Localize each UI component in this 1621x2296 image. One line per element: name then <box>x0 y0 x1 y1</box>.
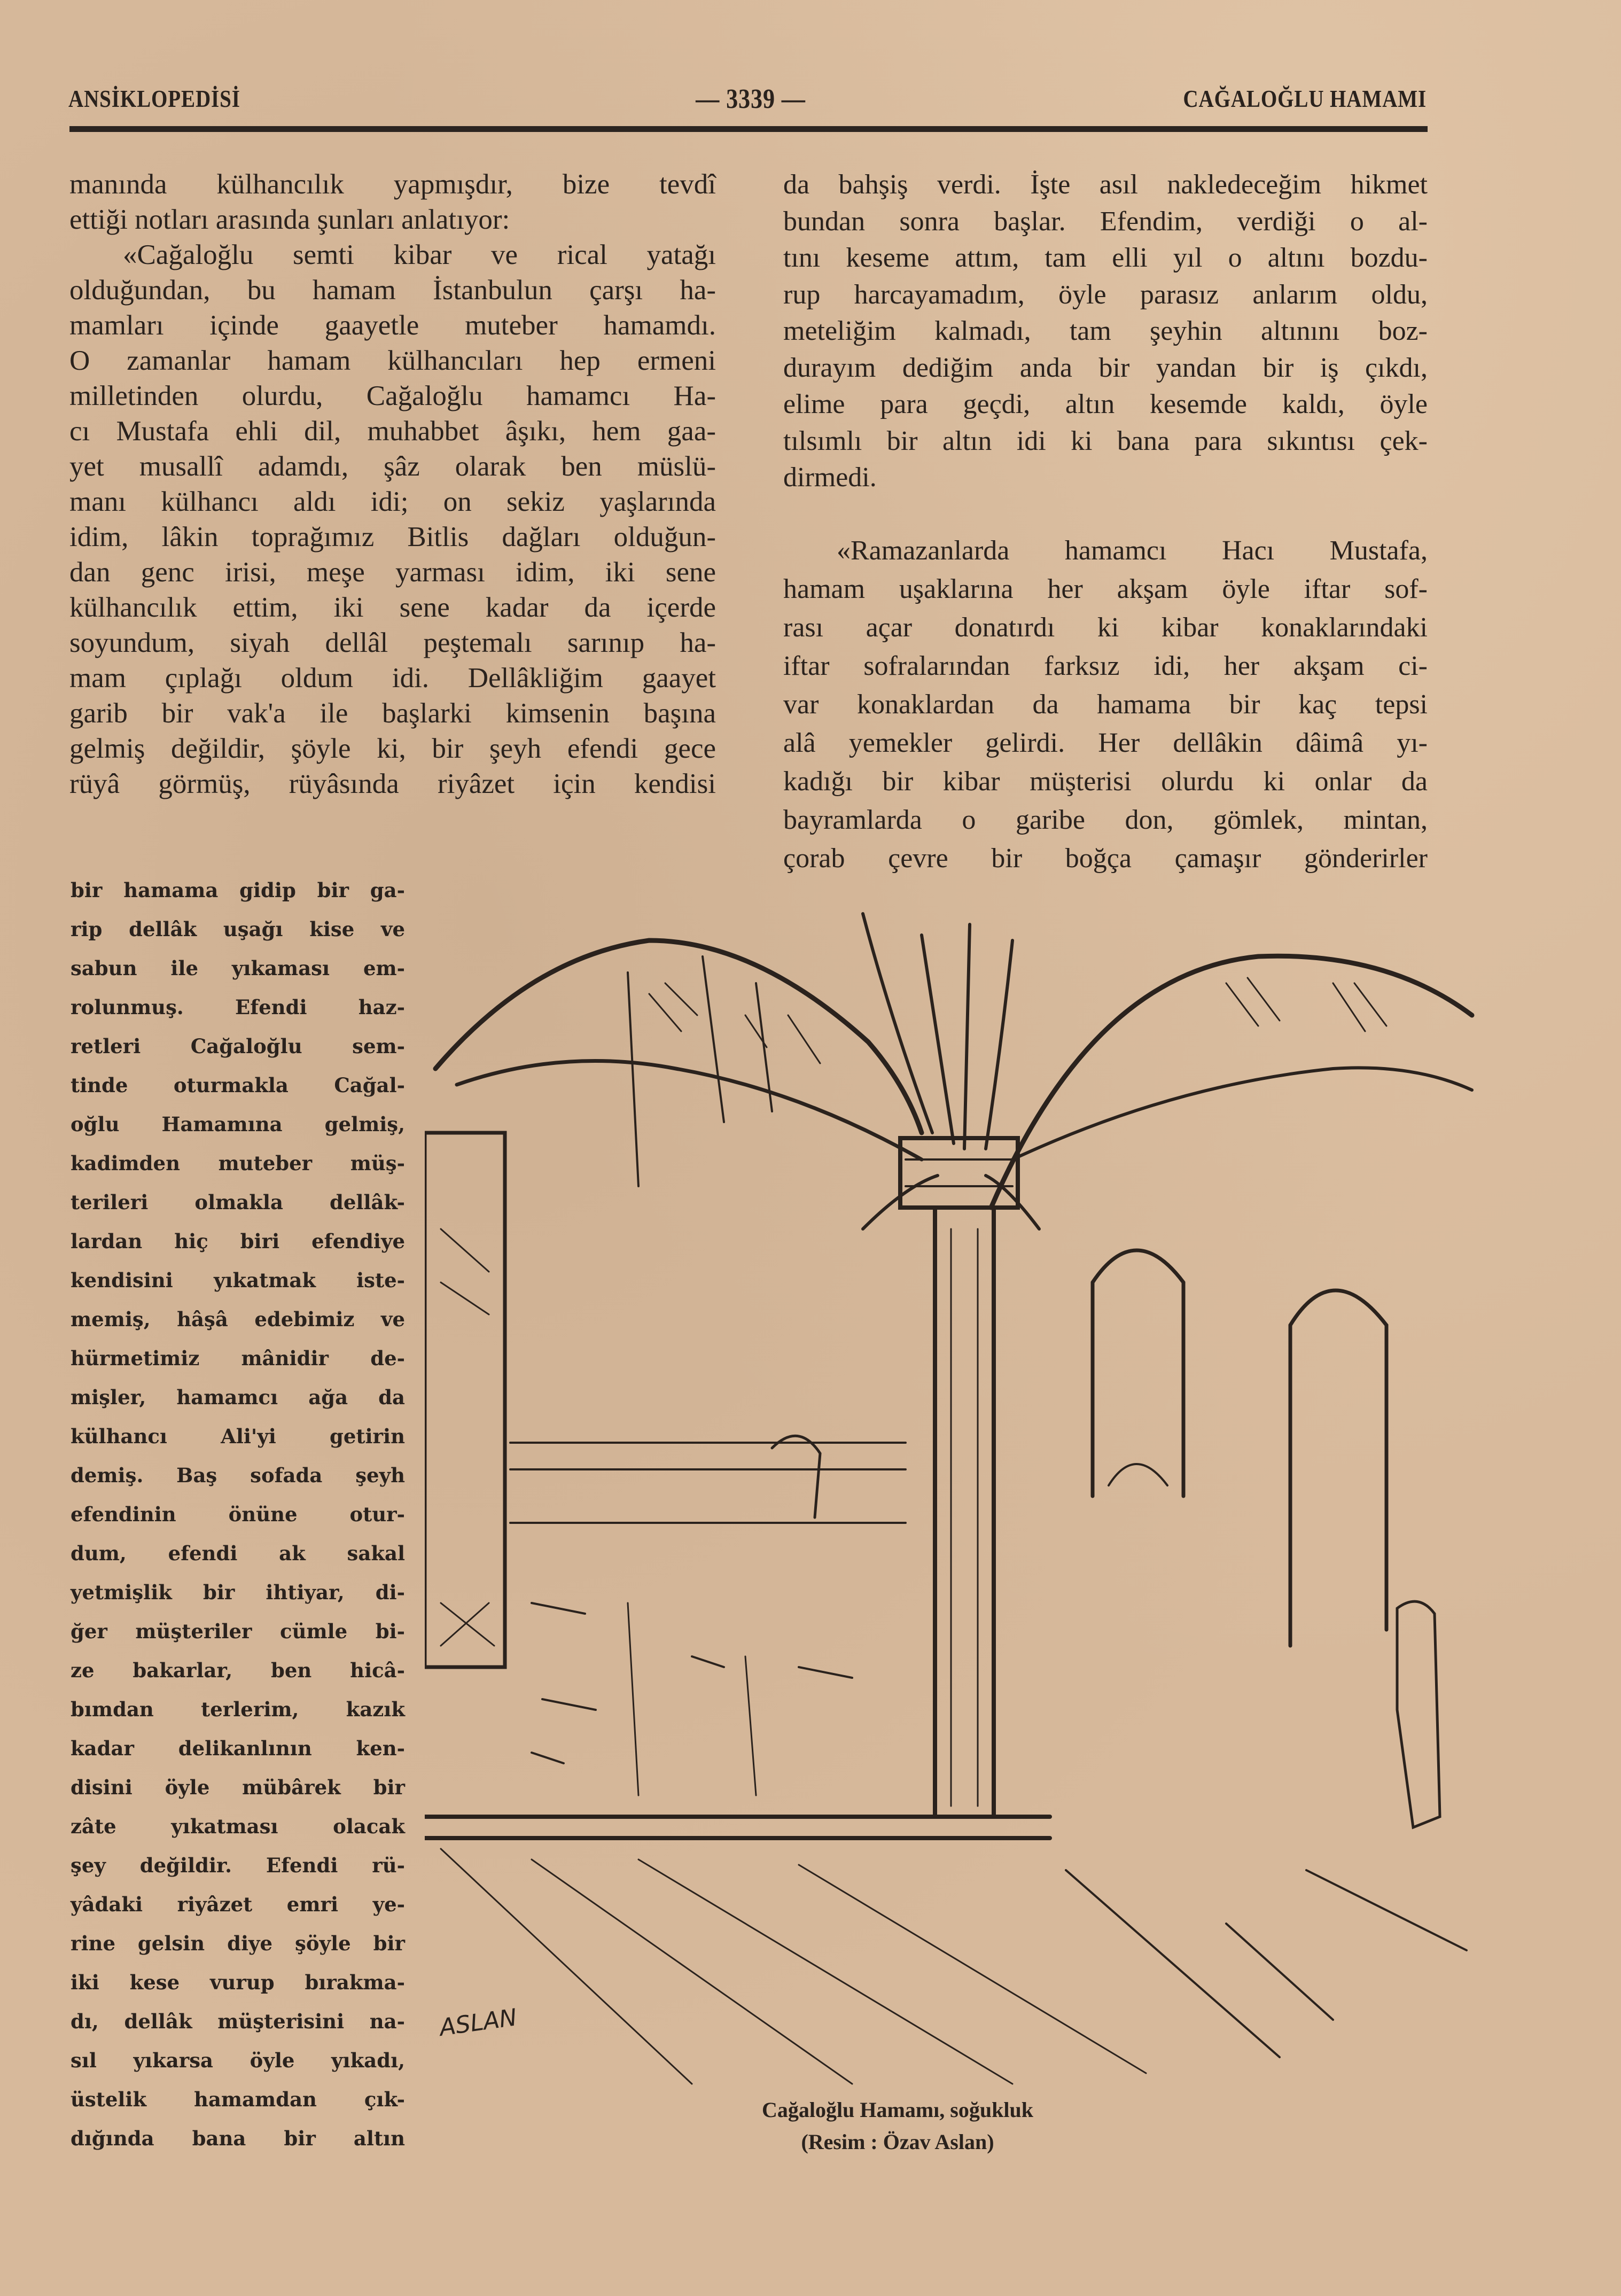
text-line: demiş. Baş sofada şeyh <box>71 1464 405 1487</box>
text-line: var konaklardan da hamama bir kaç tepsi <box>783 689 1428 720</box>
text-line: cı Mustafa ehli dil, muhabbet âşıkı, hem gaa- <box>69 416 716 447</box>
text-line: rine gelsin diye şöyle bir <box>71 1932 405 1955</box>
text-line: rası açar donatırdı ki kibar konaklarındaki <box>783 612 1428 643</box>
right-column-paragraph-2 <box>783 532 1428 878</box>
text-line: durayım dediğim anda bir yandan bir iş çıkdı, <box>783 352 1428 383</box>
arch <box>1093 1250 1183 1496</box>
text-line: manı külhancı aldı idi; on sekiz yaşlarında <box>69 486 716 517</box>
left-pillar <box>425 1133 505 1667</box>
text-line: idim, lâkin toprağımız Bitlis dağları olduğun- <box>69 522 716 552</box>
platform <box>425 1817 1050 1838</box>
text-line: efendinin önüne otur- <box>71 1503 405 1526</box>
text-line: külhancı Ali'yi getirin <box>71 1425 405 1448</box>
text-line: ze bakarlar, ben hicâ- <box>71 1659 405 1682</box>
left-column-narrow-text <box>71 871 405 2158</box>
left-dome <box>435 940 922 1133</box>
artist-signature: ASLAN <box>438 2004 519 2042</box>
running-header-left: ANSİKLOPEDİSİ <box>68 85 240 112</box>
text-line: tılsımlı bir altın idi ki bana para sıkıntısı çek- <box>783 425 1428 456</box>
text-line: iki kese vurup bırakma- <box>71 1971 405 1994</box>
text-line: disini öyle mübârek bir <box>71 1776 405 1799</box>
figure-caption: Cağaloğlu Hamamı, soğukluk <box>762 2098 1033 2122</box>
hamam-illustration <box>425 908 1480 2095</box>
text-line: hürmetimiz mânidir de- <box>71 1347 405 1370</box>
text-line: «Ramazanlarda hamamcı Hacı Mustafa, <box>837 535 1428 566</box>
text-line: sabun ile yıkaması em- <box>71 956 405 980</box>
text-line: bundan sonra başlar. Efendim, verdiği o al- <box>783 206 1428 237</box>
text-line: dığında bana bir altın <box>71 2127 405 2150</box>
text-line: iftar sofralarından farksız idi, her akşam ci- <box>783 651 1428 681</box>
text-line: hamam uşaklarına her akşam öyle iftar sof- <box>783 574 1428 604</box>
text-line: kendisini yıkatmak iste- <box>71 1268 405 1292</box>
running-header-right: CAĞALOĞLU HAMAMI <box>1183 85 1427 112</box>
central-column <box>935 1208 994 1817</box>
right-column-paragraph-1 <box>783 167 1428 496</box>
header-rule <box>69 126 1428 132</box>
text-line: zâte yıkatması olacak <box>71 1815 405 1838</box>
text-line: ettiği notları arasında şunları anlatıyor: <box>69 204 510 235</box>
text-line: mişler, hamamcı ağa da <box>71 1386 405 1409</box>
text-line: tını keseme attım, tam elli yıl o altını bozdu- <box>783 243 1428 273</box>
text-line: «Cağaloğlu semti kibar ve rical yatağı <box>123 239 716 270</box>
left-column-wide-text <box>69 167 716 801</box>
text-line: oğlu Hamamına gelmiş, <box>71 1112 405 1136</box>
figure-credit: (Resim : Özav Aslan) <box>801 2130 994 2154</box>
text-line: memiş, hâşâ edebimiz ve <box>71 1307 405 1331</box>
text-line: yetmişlik bir ihtiyar, di- <box>71 1581 405 1604</box>
text-line: rup harcayamadım, öyle parasız anlarım oldu, <box>783 279 1428 310</box>
text-line: mamları içinde gaayetle muteber hamamdı. <box>69 310 716 341</box>
text-line: bımdan terlerim, kazık <box>71 1698 405 1721</box>
arch <box>1290 1290 1386 1646</box>
text-line: bir hamama gidip bir ga- <box>71 878 405 902</box>
text-line: kadimden muteber müş- <box>71 1151 405 1175</box>
text-line: üstelik hamamdan çık- <box>71 2088 405 2111</box>
text-line: da bahşiş verdi. İşte asıl nakledeceğim hikmet <box>783 169 1428 200</box>
right-dome <box>991 956 1472 1208</box>
text-line: manında külhancılık yapmışdır, bize tevdî <box>69 169 716 200</box>
text-line: rolunmuş. Efendi haz- <box>71 995 405 1019</box>
text-line: yet musallî adamdı, şâz olarak ben müslü- <box>69 451 716 482</box>
text-line: dum, efendi ak sakal <box>71 1542 405 1565</box>
text-line: retleri Cağaloğlu sem- <box>71 1034 405 1058</box>
text-line: elime para geçdi, altın kesemde kaldı, öyle <box>783 389 1428 419</box>
text-line: gelmiş değildir, şöyle ki, bir şeyh efendi gece <box>69 733 716 764</box>
text-line: meteliğim kalmadı, tam şeyhin altınını boz- <box>783 316 1428 346</box>
text-line: kadar delikanlının ken- <box>71 1737 405 1760</box>
text-line: alâ yemekler gelirdi. Her dellâkin dâimâ yı- <box>783 728 1428 758</box>
text-line: dirmedi. <box>783 462 877 493</box>
text-line: ğer müşteriler cümle bi- <box>71 1620 405 1643</box>
text-line: sıl yıkarsa öyle yıkadı, <box>71 2049 405 2072</box>
text-line: çorab çevre bir boğça çamaşır gönderirler <box>783 843 1428 874</box>
text-line: dan genc irisi, meşe yarması idim, iki sene <box>69 557 716 588</box>
page-number: — 3339 — <box>696 84 806 114</box>
text-line: olduğundan, bu hamam İstanbulun çarşı ha- <box>69 275 716 306</box>
text-line: terileri olmakla dellâk- <box>71 1190 405 1214</box>
text-line: rip dellâk uşağı kise ve <box>71 917 405 941</box>
text-line: O zamanlar hamam külhancıları hep ermeni <box>69 345 716 376</box>
text-line: yâdaki riyâzet emri ye- <box>71 1893 405 1916</box>
text-line: mam çıplağı oldum idi. Dellâkliğim gaayet <box>69 663 716 694</box>
central-column-capital <box>900 1138 1018 1208</box>
standing-figure <box>1397 1601 1440 1827</box>
text-line: rüyâ görmüş, rüyâsında riyâzet için kendisi <box>69 768 716 799</box>
text-line: dı, dellâk müşterisini na- <box>71 2010 405 2033</box>
text-line: külhancılık ettim, iki sene kadar da içerde <box>69 592 716 623</box>
text-line: soyundum, siyah dellâl peştemalı sarınıp ha- <box>69 627 716 658</box>
text-line: lardan hiç biri efendiye <box>71 1229 405 1253</box>
text-line: milletinden olurdu, Cağaloğlu hamamcı Ha- <box>69 380 716 411</box>
text-line: tinde oturmakla Cağal- <box>71 1073 405 1097</box>
text-line: kadığı bir kibar müşterisi olurdu ki onlar da <box>783 766 1428 797</box>
text-line: garib bir vak'a ile başlarki kimsenin başına <box>69 698 716 729</box>
text-line: şey değildir. Efendi rü- <box>71 1854 405 1877</box>
text-line: bayramlarda o garibe don, gömlek, mintan, <box>783 805 1428 835</box>
